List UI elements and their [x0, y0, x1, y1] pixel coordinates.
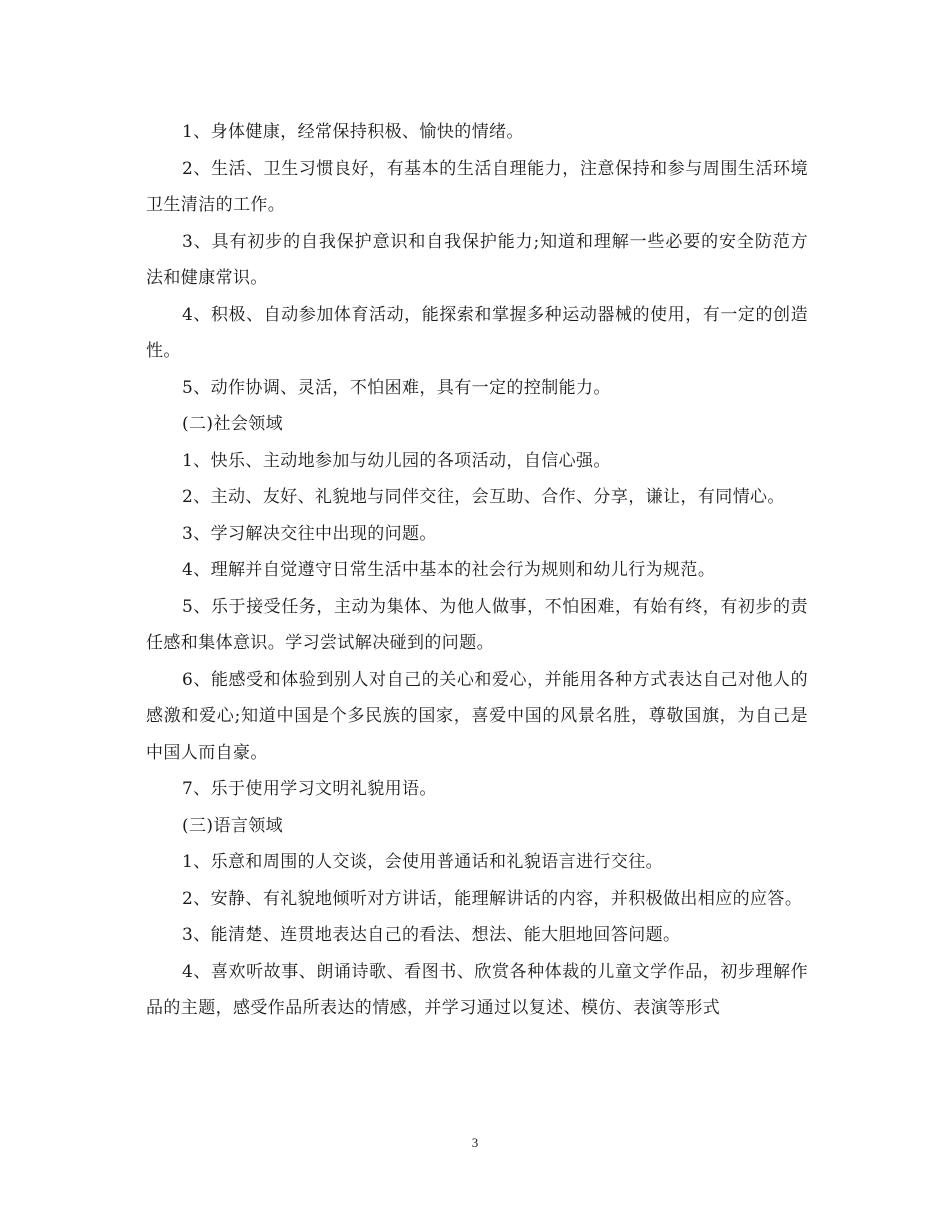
- paragraph-social-1: 1、快乐、主动地参加与幼儿园的各项活动，自信心强。: [182, 450, 611, 471]
- section-heading-social: (二)社会领域: [182, 414, 284, 434]
- paragraph-language-2: 2、安静、有礼貌地倾听对方讲话，能理解讲话的内容，并积极做出相应的应答。: [182, 888, 803, 909]
- paragraph-social-2: 2、主动、友好、礼貌地与同伴交往，会互助、合作、分享，谦让，有同情心。: [182, 487, 785, 507]
- page-number: 3: [471, 1135, 479, 1150]
- paragraph-health-2: 2、生活、卫生习惯良好，有基本的生活自理能力，注意保持和参与周围生活环境卫生清洁的工作。: [146, 158, 808, 215]
- paragraph-language-1: 1、乐意和周围的人交谈，会使用普通话和礼貌语言进行交往。: [182, 852, 664, 872]
- paragraph-health-4: 4、积极、自动参加体育活动，能探索和掌握多种运动器械的使用，有一定的创造性。: [146, 304, 808, 361]
- paragraph-social-6: 6、能感受和体验到别人对自己的关心和爱心，并能用各种方式表达自己对他人的感激和爱心;知道中国是个多民族的国家，喜爱中国的风景名胜，尊敬国旗，为自己是中国人而自豪。: [146, 669, 808, 763]
- paragraph-social-7: 7、乐于使用学习文明礼貌用语。: [182, 779, 437, 799]
- paragraph-health-5: 5、动作协调、灵活，不怕困难，具有一定的控制能力。: [182, 377, 611, 398]
- paragraph-social-4: 4、理解并自觉遵守日常生活中基本的社会行为规则和幼儿行为规范。: [182, 560, 716, 580]
- section-heading-language: (三)语言领域: [182, 815, 284, 836]
- paragraph-social-5: 5、乐于接受任务，主动为集体、为他人做事，不怕困难，有始有终，有初步的责任感和集体意识。学习尝试解决碰到的问题。: [146, 596, 808, 653]
- paragraph-social-3: 3、学习解决交往中出现的问题。: [182, 523, 437, 544]
- paragraph-health-1: 1、身体健康，经常保持积极、愉快的情绪。: [182, 122, 524, 142]
- document-body: [146, 114, 808, 1027]
- paragraph-language-4: 4、喜欢听故事、朗诵诗歌、看图书、欣赏各种体裁的儿童文学作品，初步理解作品的主题，感受作品所表达的情感，并学习通过以复述、模仿、表演等形式: [146, 961, 808, 1018]
- paragraph-health-3: 3、具有初步的自我保护意识和自我保护能力;知道和理解一些必要的安全防范方法和健康常识。: [146, 231, 808, 288]
- paragraph-language-3: 3、能清楚、连贯地表达自己的看法、想法、能大胆地回答问题。: [182, 925, 681, 945]
